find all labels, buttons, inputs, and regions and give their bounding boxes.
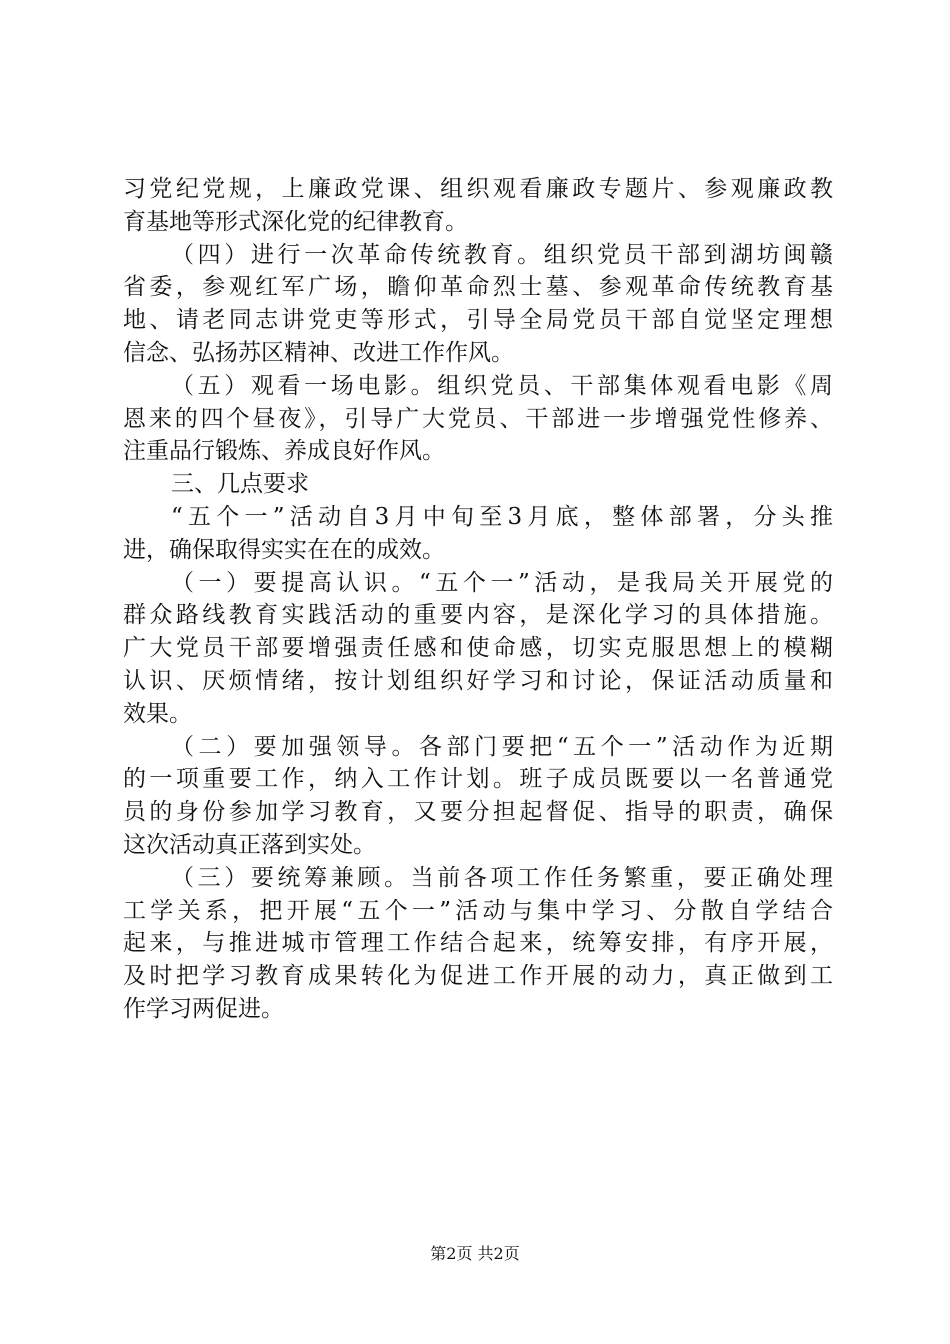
- text-line: 起来，与推进城市管理工作结合起来，统筹安排，有序开展，: [123, 930, 833, 957]
- text-line: 省委，参观红军广场，瞻仰革命烈士墓、参观革命传统教育基: [123, 274, 833, 301]
- text-line: 地、请老同志讲党吏等形式，引导全局党员干部自觉坚定理想: [123, 307, 833, 334]
- text-line: 认识、厌烦情绪，按计划组织好学习和讨论，保证活动质量和: [123, 667, 833, 694]
- text-line: 工学关系，把开展“五个一”活动与集中学习、分散自学结合: [123, 897, 833, 924]
- text-line: （三）要统筹兼顾。当前各项工作任务繁重，要正确处理: [171, 864, 833, 891]
- text-line: （五）观看一场电影。组织党员、干部集体观看电影《周: [171, 372, 833, 399]
- text-line: 进，确保取得实实在在的成效。: [123, 536, 445, 563]
- text-line: （二）要加强领导。各部门要把“五个一”活动作为近期: [171, 733, 833, 760]
- text-line: 广大党员干部要增强责任感和使命感，切实克服思想上的模糊: [123, 635, 833, 662]
- text-line: 这次活动真正落到实处。: [123, 831, 376, 858]
- text-line: “五个一”活动自3月中旬至3月底，整体部署，分头推: [171, 503, 833, 530]
- text-line: 群众路线教育实践活动的重要内容，是深化学习的具体措施。: [123, 602, 833, 629]
- page-footer: 第2页 共2页: [430, 1244, 520, 1263]
- text-line: 习党纪党规，上廉政党课、组织观看廉政专题片、参观廉政教: [123, 176, 833, 202]
- text-line: 三、几点要求: [171, 471, 309, 498]
- text-line: 恩来的四个昼夜》，引导广大党员、干部进一步增强党性修养、: [123, 405, 833, 432]
- text-line: 作学习两促进。: [123, 995, 284, 1022]
- text-line: 及时把学习教育成果转化为促进工作开展的动力，真正做到工: [123, 963, 833, 990]
- text-line: 员的身份参加学习教育，又要分担起督促、指导的职责，确保: [123, 799, 833, 826]
- text-line: 信念、弘扬苏区精神、改进工作作风。: [123, 339, 514, 366]
- text-line: 的一项重要工作，纳入工作计划。班子成员既要以一名普通党: [123, 766, 833, 793]
- text-line: （一）要提高认识。“五个一”活动，是我局关开展党的: [171, 569, 833, 596]
- text-line: 注重品行锻炼、养成良好作风。: [123, 438, 445, 465]
- text-line: （四）进行一次革命传统教育。组织党员干部到湖坊闽赣: [171, 241, 833, 268]
- text-line: 育基地等形式深化党的纪律教育。: [123, 208, 468, 235]
- document-body: [123, 173, 833, 1026]
- text-line: 效果。: [123, 700, 192, 727]
